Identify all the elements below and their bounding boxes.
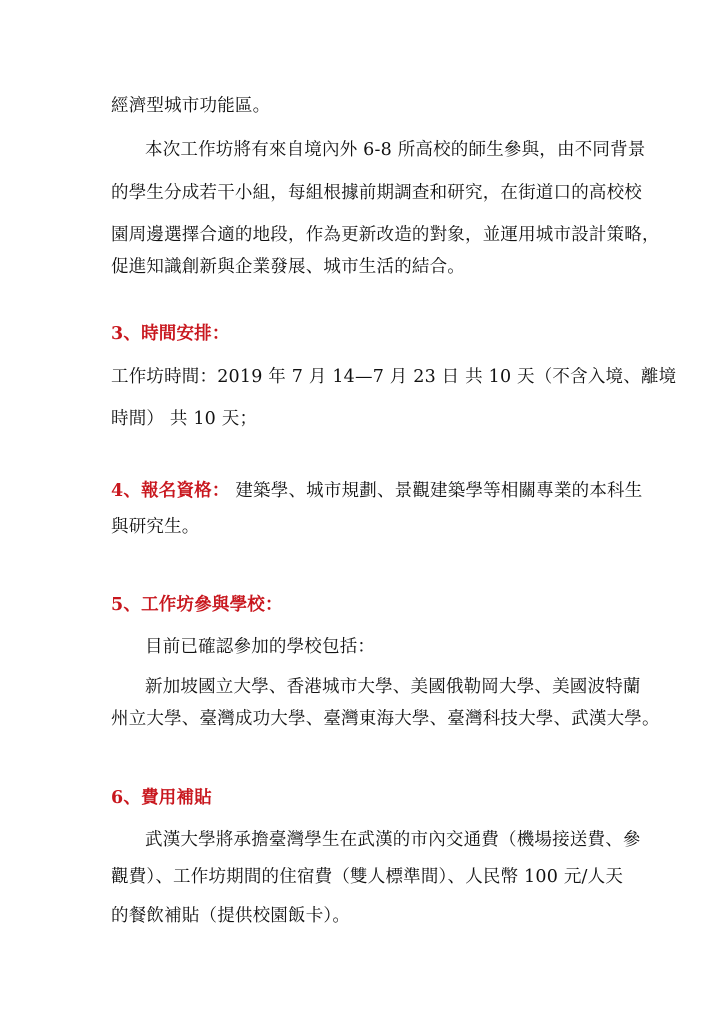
section-3-line-1: 工作坊時間：2019 年 7 月 14—7 月 23 日 共 10 天（不含入境、離境 (111, 367, 677, 387)
section-4-heading: 4、報名資格： (111, 481, 230, 501)
section-6-heading: 6、費用補貼 (111, 788, 212, 808)
section-5-line-1: 目前已確認參加的學校包括： (145, 637, 376, 657)
intro-line-1: 經濟型城市功能區。 (111, 96, 271, 116)
section-5-line-2: 新加坡國立大學、香港城市大學、美國俄勒岡大學、美國波特蘭 (145, 677, 641, 697)
section-4-line-2: 與研究生。 (111, 517, 200, 537)
intro-paragraph-line-1: 本次工作坊將有來自境內外 6-8 所高校的師生參與，由不同背景 (145, 140, 646, 160)
section-3-line-2: 時間） 共 10 天； (111, 409, 258, 429)
section-6-line-3: 的餐飲補貼（提供校園飯卡）。 (111, 906, 351, 926)
section-5-line-3: 州立大學、臺灣成功大學、臺灣東海大學、臺灣科技大學、武漢大學。 (111, 709, 660, 729)
section-3-heading: 3、時間安排： (111, 324, 230, 344)
intro-paragraph-line-2: 的學生分成若干小組，每組根據前期調查和研究，在街道口的高校校 (111, 183, 642, 203)
section-6-line-1: 武漢大學將承擔臺灣學生在武漢的市內交通費（機場接送費、參 (145, 830, 641, 850)
intro-paragraph-line-3: 園周邊選擇合適的地段，作為更新改造的對象，並運用城市設計策略， (111, 225, 660, 245)
section-4-line-1 (111, 479, 643, 503)
intro-paragraph-line-4: 促進知識創新與企業發展、城市生活的結合。 (111, 257, 465, 277)
section-4-text: 建築學、城市規劃、景觀建築學等相關專業的本科生 (229, 481, 643, 501)
section-5-heading: 5、工作坊參與學校： (111, 595, 283, 615)
section-6-line-2: 觀費）、工作坊期間的住宿費（雙人標準間）、人民幣 100 元/人天 (111, 867, 624, 887)
